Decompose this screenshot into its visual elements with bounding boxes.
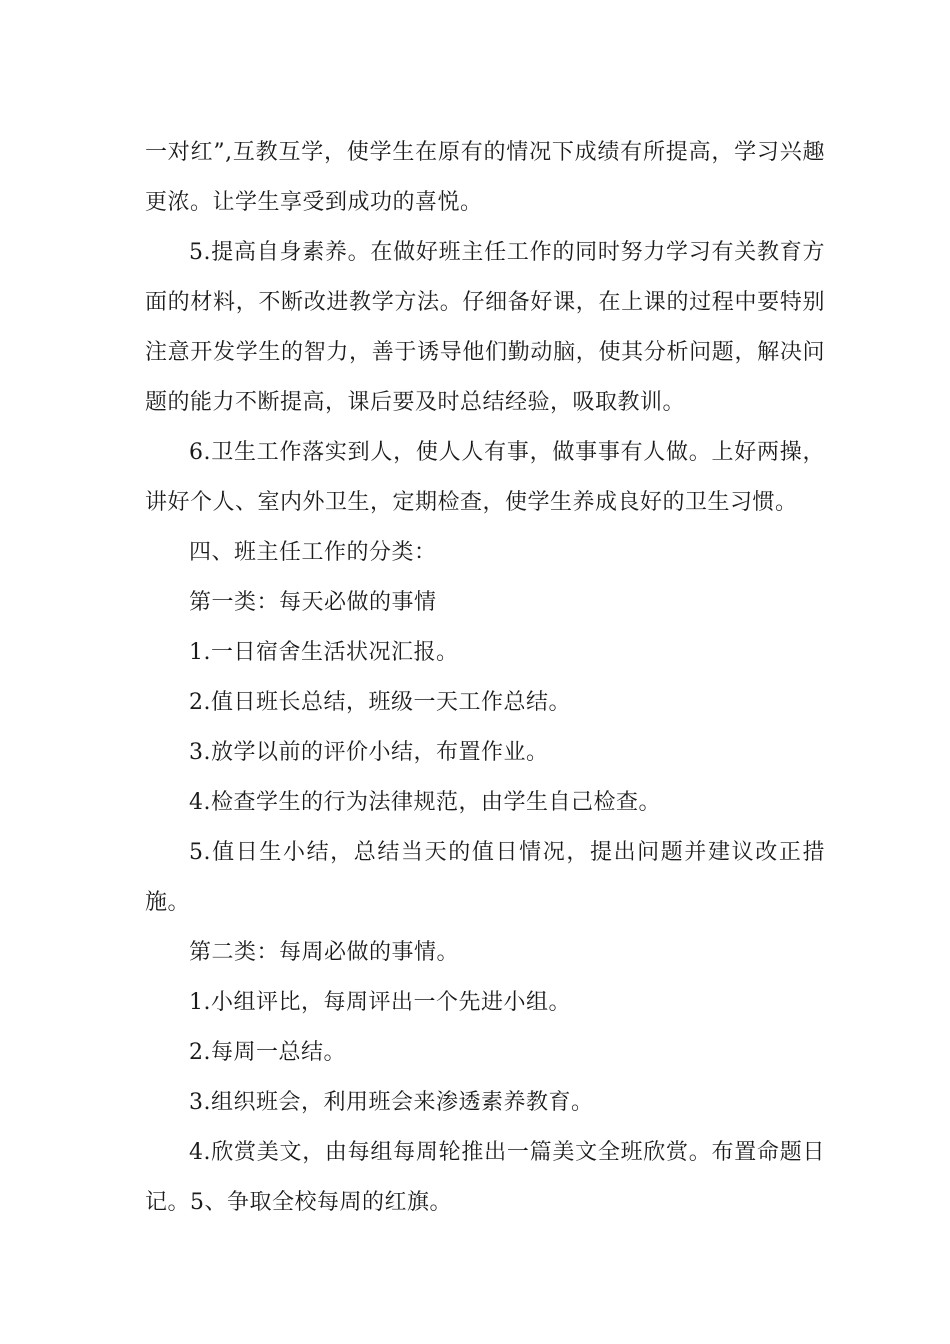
list-item: 1.一日宿舍生活状况汇报。	[189, 640, 459, 665]
paragraph-1: 一对红”,互教互学，使学生在原有的情况下成绩有所提高，学习兴趣更浓。让学生享受到成功的喜悦。	[145, 140, 825, 215]
paragraph-3: 6.卫生工作落实到人，使人人有事，做事事有人做。上好两操，讲好个人、室内外卫生，定期检查，使学生养成良好的卫生习惯。	[145, 440, 825, 515]
list-item: 3.组织班会，利用班会来渗透素养教育。	[189, 1090, 594, 1115]
list-item: 4.检查学生的行为法律规范，由学生自己检查。	[189, 790, 661, 815]
list-item: 2.值日班长总结，班级一天工作总结。	[189, 690, 571, 715]
category-heading-2: 第二类：每周必做的事情。	[189, 940, 460, 965]
list-item: 1.小组评比，每周评出一个先进小组。	[189, 990, 571, 1015]
list-item: 2.每周一总结。	[189, 1040, 346, 1065]
list-item: 3.放学以前的评价小结，布置作业。	[189, 740, 549, 765]
paragraph-2: 5.提高自身素养。在做好班主任工作的同时努力学习有关教育方面的材料，不断改进教学方法。仔细备好课，在上课的过程中要特别注意开发学生的智力，善于诱导他们勤动脑，使其分析问题，解决问题的能力不断提高，课后要及时总结经验，吸取教训。	[145, 240, 825, 415]
section-heading-4: 四、班主任工作的分类：	[189, 540, 437, 565]
body-text	[145, 128, 825, 1228]
list-item: 4.欣赏美文，由每组每周轮推出一篇美文全班欣赏。布置命题日记。5、争取全校每周的红旗。	[145, 1140, 825, 1215]
category-heading-1: 第一类：每天必做的事情	[189, 590, 437, 615]
list-item: 5.值日生小结，总结当天的值日情况，提出问题并建议改正措施。	[145, 840, 825, 915]
